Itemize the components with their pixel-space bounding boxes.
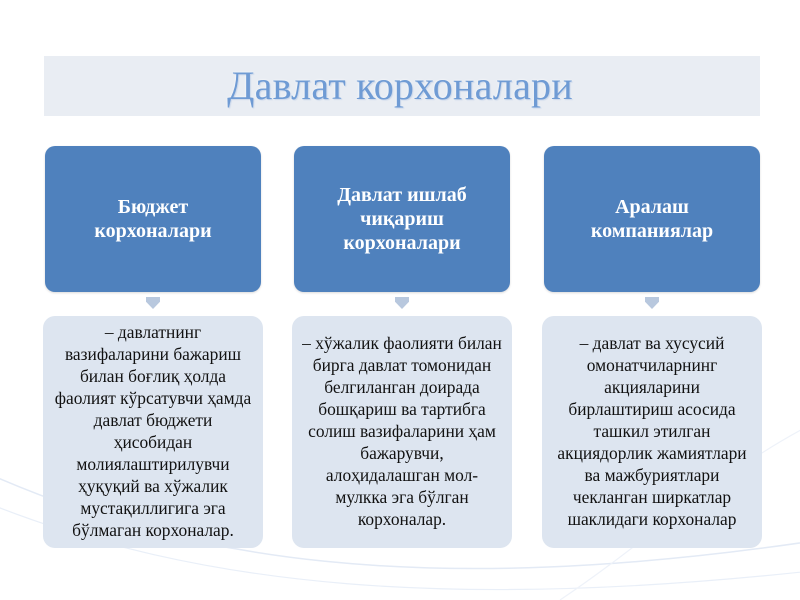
column-header-mixed-companies [544, 146, 760, 292]
column-header-budget-enterprises [45, 146, 261, 292]
column-header-state-production-enterprises [294, 146, 510, 292]
description-text: – давлат ва хусусий омонатчиларнинг акцияларини бирлаштириш асосида ташкил этилган акциядорлик жамиятлари ва мажбуриятлари чекланган ширкатлар шаклидаги корхоналар [557, 333, 747, 529]
description-text: – давлатнинг вазифаларини бажариш билан боғлиқ ҳолда фаолият кўрсатувчи ҳамда давлат бюджети ҳисобидан молиялаштирилувчи ҳуқуқий ва хўжалик мустақиллигига эга бўлмаган корхоналар. [54, 322, 252, 540]
column-header-label: Давлат ишлаб чиқариш корхоналари [337, 184, 467, 254]
column-description-mixed-companies [542, 316, 762, 548]
column-header-label: Аралаш компаниялар [590, 196, 714, 242]
page-title: Давлат корхоналари [227, 63, 573, 108]
column-description-budget-enterprises [43, 316, 263, 548]
description-text: – хўжалик фаолияти билан бирга давлат томонидан белгиланган доирада бошқариш ва тартибга солиш вазифаларини ҳам бажарувчи, алоҳидалашган мол-мулкка эга бўлган корхоналар. [302, 333, 502, 529]
column-description-state-production-enterprises [292, 316, 512, 548]
column-header-label: Бюджет корхоналари [94, 196, 212, 242]
